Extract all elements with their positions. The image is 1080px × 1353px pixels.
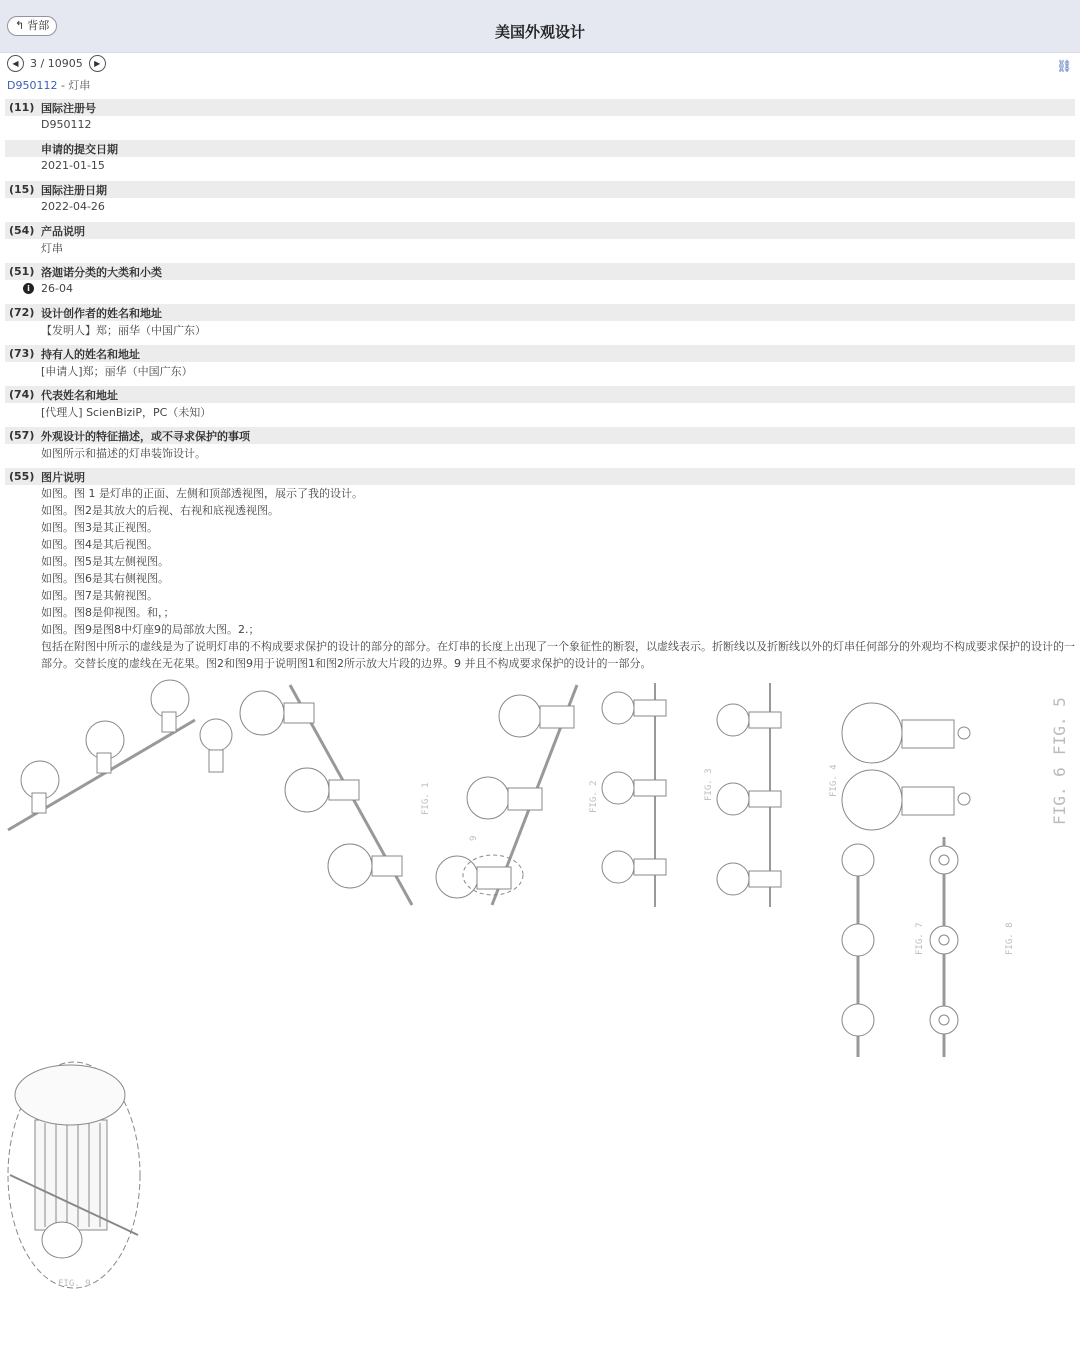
fig5-6-drawing: [842, 703, 970, 830]
field-value-locarno: [5, 280, 1075, 297]
fig1-label: FIG. 1: [421, 782, 431, 815]
prev-page-icon[interactable]: ◀: [7, 55, 24, 72]
field-header-57: (57) 外观设计的特征描述，或不寻求保护的事项: [5, 427, 1075, 444]
fig8-label: FIG. 8: [1005, 922, 1015, 955]
back-button-label: 背部: [27, 19, 50, 32]
field-header-55: (55) 图片说明: [5, 468, 1075, 485]
figure-desc-line: 如图。图6是其右侧视图。: [41, 572, 169, 585]
field-header-11: (11) 国际注册号: [5, 99, 1075, 116]
field-header-15: (15) 国际注册日期: [5, 181, 1075, 198]
field-value-registration-date: 2022-04-26: [41, 200, 105, 213]
field-header-74: (74) 代表姓名和地址: [5, 386, 1075, 403]
fig4-drawing: [717, 683, 781, 907]
field-label: 代表姓名和地址: [41, 388, 118, 402]
field-value-registration-number: D950112: [41, 118, 92, 131]
field-label: 国际注册日期: [41, 183, 107, 197]
fig9-label: FIG. 9: [58, 1279, 91, 1289]
fig9-detail-drawing: [8, 1062, 140, 1288]
field-label: 图片说明: [41, 470, 85, 484]
pager: [7, 55, 106, 72]
fig5-label: FIG. 5: [1050, 697, 1069, 755]
detail-marker-label: 9: [469, 835, 479, 841]
pager-count: 3 / 10905: [30, 57, 83, 70]
field-value-creator: 【发明人】郑；丽华（中国广东）: [41, 323, 206, 337]
fig1-strand-drawing: [8, 680, 232, 830]
field-header-72: (72) 设计创作者的姓名和地址: [5, 304, 1075, 321]
fig1-perspective-drawing: [240, 685, 412, 905]
field-value-filing-date: 2021-01-15: [41, 159, 105, 172]
figure-desc-line: 如图。图4是其后视图。: [41, 538, 158, 551]
document-suffix: - 灯串: [57, 79, 91, 92]
field-header-73: (73) 持有人的姓名和地址: [5, 345, 1075, 362]
field-label: 国际注册号: [41, 101, 96, 115]
document-id-link[interactable]: D950112: [7, 79, 58, 92]
field-label: 持有人的姓名和地址: [41, 347, 140, 361]
fig2-drawing: [436, 685, 577, 905]
field-value-figures: [5, 485, 1075, 672]
link-icon[interactable]: ⛓: [1056, 59, 1072, 73]
field-header-54: (54) 产品说明: [5, 222, 1075, 239]
info-icon[interactable]: i: [23, 283, 34, 294]
fig3-drawing: [602, 683, 666, 907]
figure-desc-line: 如图。图 1 是灯串的正面、左侧和顶部透视图，展示了我的设计。: [41, 487, 363, 500]
figure-desc-line: 如图。图5是其左侧视图。: [41, 555, 169, 568]
locarno-value: 26-04: [41, 282, 73, 295]
field-list: [5, 99, 1075, 679]
field-header-filing-date: [5, 140, 1075, 157]
drawing-sheet: [0, 675, 1080, 1315]
fig8-drawing: [930, 837, 958, 1057]
document-id: [7, 77, 90, 93]
field-value-product: 灯串: [41, 241, 63, 255]
figure-desc-line: 如图。图3是其正视图。: [41, 521, 158, 534]
field-label: 设计创作者的姓名和地址: [41, 306, 162, 320]
fig4-label: FIG. 4: [829, 764, 839, 797]
patent-drawings: [0, 675, 1080, 1315]
figure-desc-line: 如图。图9是图8中灯座9的局部放大图。2.；: [41, 623, 260, 636]
back-arrow-icon: ↰: [15, 19, 25, 32]
fig3-label: FIG. 3: [704, 768, 714, 801]
disclaimer-paragraph: 包括在附图中所示的虚线是为了说明灯串的不构成要求保护的设计的部分的部分。在灯串的长度上出现了一个象征性的断裂，以虚线表示。折断线以及折断线以外的灯串任何部分的外观均不构成要求保护的设计的一部分。交替长度的虚线在无花果。图2和图9用于说明图1和图2所示放大片段的边界。9 并且不构成要求保护的设计的一部分。: [41, 640, 1075, 670]
page-title: 美国外观设计: [494, 23, 585, 41]
field-header-51: (51) 洛迦诺分类的大类和小类: [5, 263, 1075, 280]
field-value-holder: [申请人]郑；丽华（中国广东）: [41, 364, 193, 378]
field-value-description: 如图所示和描述的灯串装饰设计。: [41, 446, 206, 460]
field-label: 产品说明: [41, 224, 85, 238]
field-label: 洛迦诺分类的大类和小类: [41, 265, 162, 279]
fig7-label: FIG. 7: [915, 922, 925, 955]
field-label: 申请的提交日期: [41, 142, 118, 156]
figure-desc-line: 如图。图7是其俯视图。: [41, 589, 158, 602]
fig2-label: FIG. 2: [589, 780, 599, 813]
fig7-drawing: [842, 844, 874, 1057]
figure-desc-line: 如图。图2是其放大的后视、右视和底视透视图。: [41, 504, 279, 517]
field-value-representative: [代理人] ScienBiziP，PC（未知）: [41, 405, 212, 419]
figure-desc-line: 如图。图8是仰视图。和，；: [41, 606, 175, 619]
next-page-icon[interactable]: ▶: [89, 55, 106, 72]
top-bar: [0, 0, 1080, 53]
fig6-label: FIG. 6: [1050, 767, 1069, 825]
field-label: 外观设计的特征描述，或不寻求保护的事项: [41, 429, 250, 443]
